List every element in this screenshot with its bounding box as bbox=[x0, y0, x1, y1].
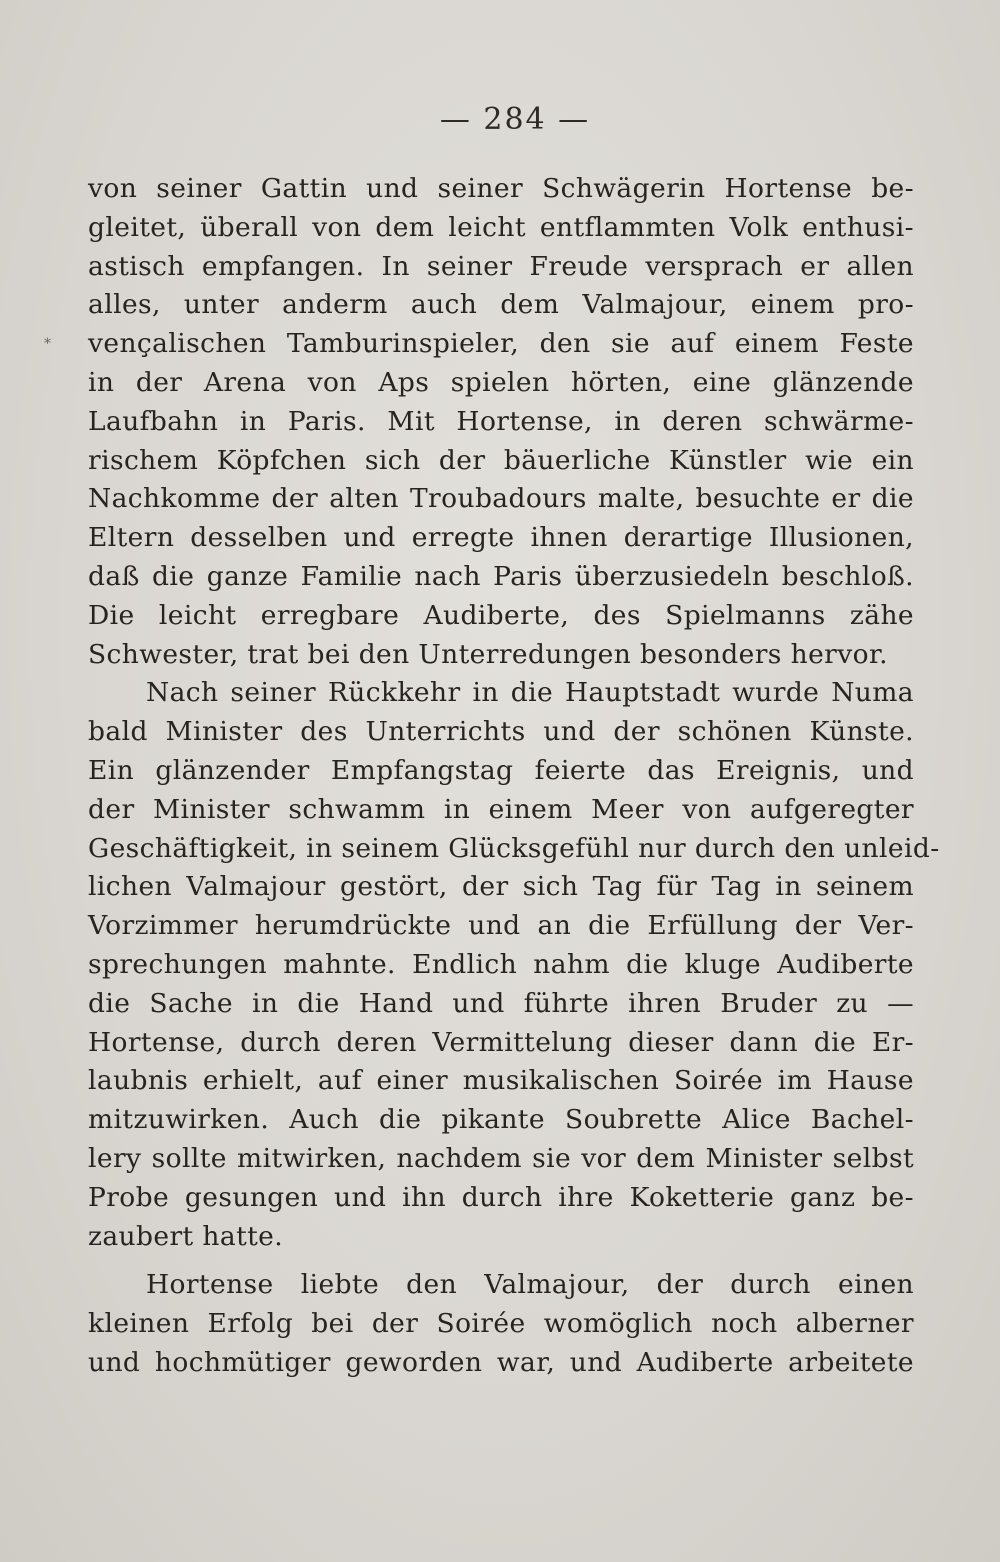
text-line: Vorzimmer herumdrückte und an die Erfüllung der Ver- bbox=[88, 910, 914, 942]
text-line: zaubert hatte. bbox=[88, 1220, 284, 1252]
paragraph-gap bbox=[88, 1256, 914, 1266]
text-line: Schwester, trat bei den Unterredungen besonders hervor. bbox=[88, 638, 888, 670]
text-line: sprechungen mahnte. Endlich nahm die kluge Audiberte bbox=[88, 948, 914, 980]
text-line: in der Arena von Aps spielen hörten, eine glänzende bbox=[88, 366, 914, 398]
paragraph-1 bbox=[88, 170, 914, 674]
text-line: mitzuwirken. Auch die pikante Soubrette Alice Bachel- bbox=[88, 1104, 914, 1136]
text-line: astisch empfangen. In seiner Freude versprach er allen bbox=[88, 250, 914, 282]
text-line: kleinen Erfolg bei der Soirée womöglich noch alberner bbox=[88, 1308, 914, 1340]
margin-mark: * bbox=[44, 336, 51, 352]
text-line: lichen Valmajour gestört, der sich Tag für Tag in seinem bbox=[88, 871, 914, 903]
text-line: Nach seiner Rückkehr in die Hauptstadt wurde Numa bbox=[146, 677, 914, 709]
text-line: alles, unter anderm auch dem Valmajour, einem pro- bbox=[88, 289, 914, 321]
text-line: von seiner Gattin und seiner Schwägerin Hortense be- bbox=[88, 173, 914, 204]
text-line: vençalischen Tamburinspieler, den sie auf einem Feste bbox=[88, 328, 914, 360]
text-line: die Sache in die Hand und führte ihren Bruder zu — bbox=[88, 987, 914, 1019]
text-line: Eltern desselben und erregte ihnen derartige Illusionen, bbox=[88, 522, 914, 554]
text-line: daß die ganze Familie nach Paris überzusiedeln beschloß. bbox=[88, 560, 914, 592]
text-line: lery sollte mitwirken, nachdem sie vor dem Minister selbst bbox=[88, 1142, 914, 1174]
text-line: Hortense, durch deren Vermittelung dieser dann die Er- bbox=[88, 1026, 914, 1058]
text-line: Laufbahn in Paris. Mit Hortense, in deren schwärme- bbox=[88, 405, 914, 437]
paragraph-2 bbox=[88, 674, 940, 1256]
text-line: bald Minister des Unterrichts und der schönen Künste. bbox=[88, 716, 914, 748]
text-line: gleitet, überall von dem leicht entflammten Volk enthusi- bbox=[88, 211, 914, 243]
text-line: Probe gesungen und ihn durch ihre Koketterie ganz be- bbox=[88, 1181, 914, 1213]
paragraph-3 bbox=[88, 1266, 914, 1382]
text-line: laubnis erhielt, auf einer musikalischen Soirée im Hause bbox=[88, 1065, 914, 1097]
text-line: Nachkomme der alten Troubadours malte, besuchte er die bbox=[88, 483, 914, 515]
page-number: — 284 — bbox=[439, 102, 591, 137]
text-line: Hortense liebte den Valmajour, der durch einen bbox=[146, 1269, 914, 1301]
text-line: der Minister schwamm in einem Meer von aufgeregter bbox=[88, 793, 914, 825]
text-line: Ein glänzender Empfangstag feierte das Ereignis, und bbox=[88, 754, 914, 786]
text-line: und hochmütiger geworden war, und Audiberte arbeitete bbox=[88, 1346, 914, 1378]
text-line: rischem Köpfchen sich der bäuerliche Künstler wie ein bbox=[88, 444, 914, 476]
text-line: Die leicht erregbare Audiberte, des Spielmanns zähe bbox=[88, 599, 914, 631]
text-line: Geschäftigkeit, in seinem Glücksgefühl nur durch den unleid- bbox=[88, 832, 940, 864]
body-text bbox=[88, 170, 940, 1383]
